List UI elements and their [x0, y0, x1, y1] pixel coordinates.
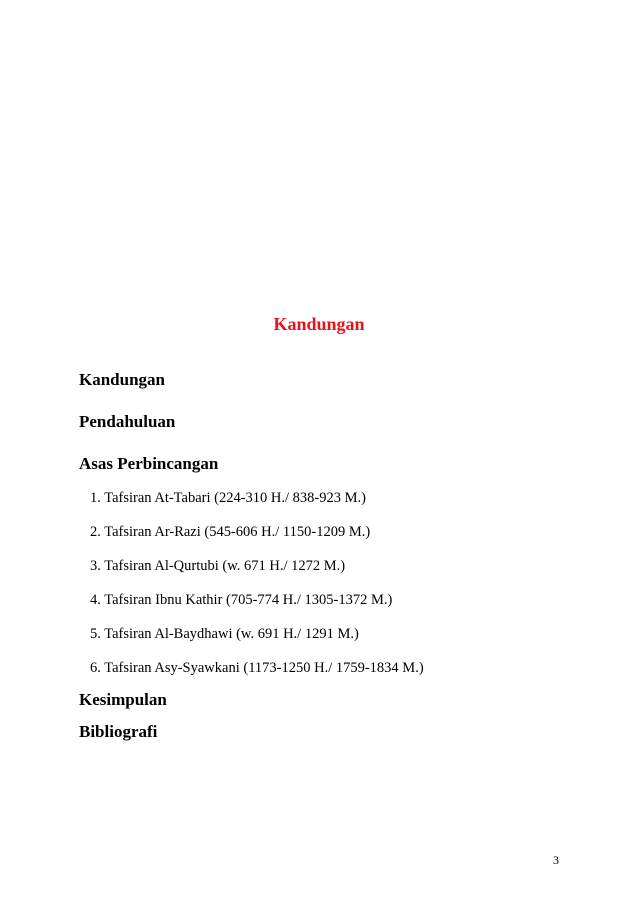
- toc-heading-bibliografi: Bibliografi: [79, 722, 158, 741]
- toc-heading-kesimpulan: Kesimpulan: [79, 690, 167, 709]
- toc-subsection-item: 2. Tafsiran Ar-Razi (545-606 H./ 1150-1209 M.): [90, 524, 371, 540]
- page-number: 3: [553, 853, 559, 867]
- toc-subsection-item: 1. Tafsiran At-Tabari (224-310 H./ 838-923 M.): [90, 490, 366, 506]
- toc-heading-asas-perbincangan: Asas Perbincangan: [79, 454, 219, 473]
- toc-subsection-item: 6. Tafsiran Asy-Syawkani (1173-1250 H./ 1759-1834 M.): [90, 660, 424, 676]
- toc-heading-kandungan: Kandungan: [79, 370, 165, 389]
- toc-subsection-item: 5. Tafsiran Al-Baydhawi (w. 691 H./ 1291 M.): [90, 626, 359, 642]
- toc-subsection-list: [90, 490, 424, 694]
- page-title: Kandungan: [273, 314, 365, 334]
- toc-heading-pendahuluan: Pendahuluan: [79, 412, 176, 431]
- toc-subsection-item: 4. Tafsiran Ibnu Kathir (705-774 H./ 1305-1372 M.): [90, 592, 393, 608]
- toc-subsection-item: 3. Tafsiran Al-Qurtubi (w. 671 H./ 1272 M.): [90, 558, 346, 574]
